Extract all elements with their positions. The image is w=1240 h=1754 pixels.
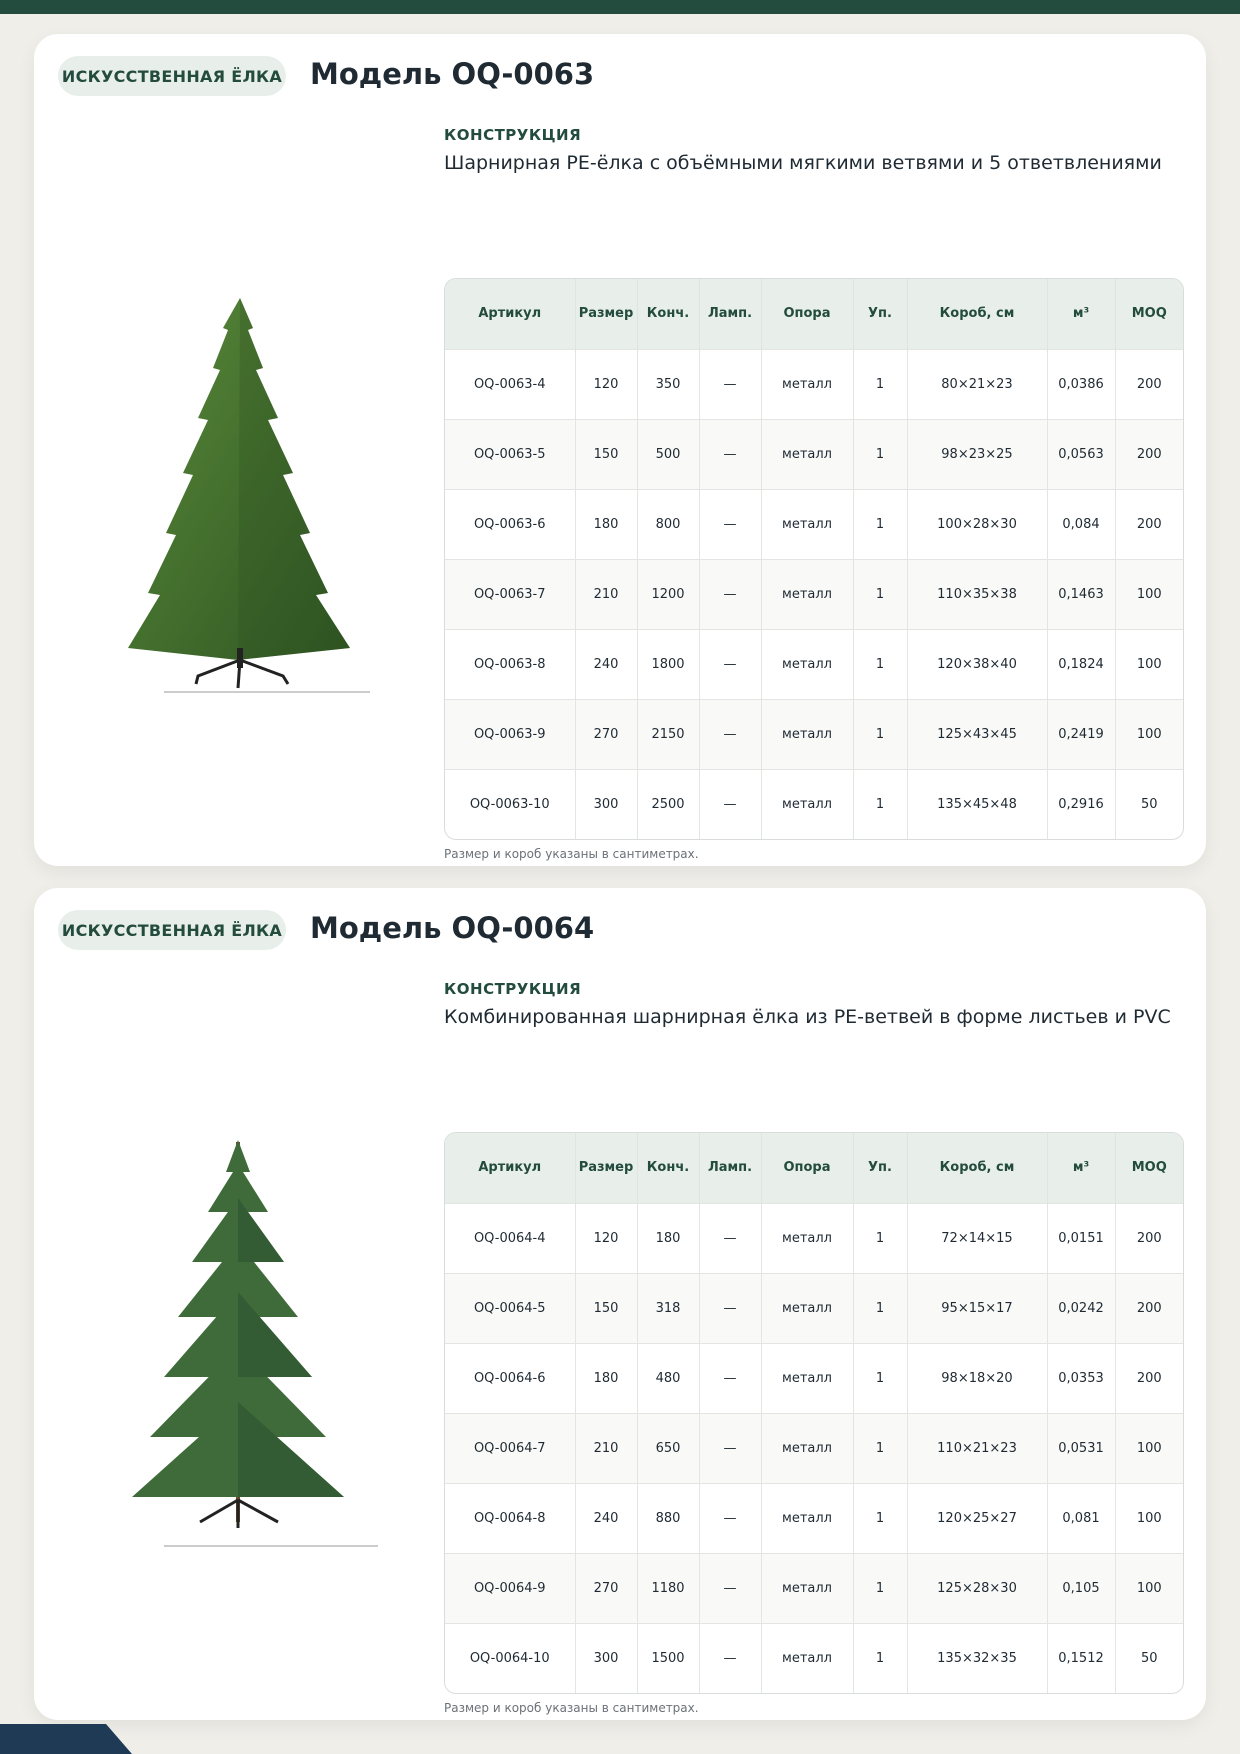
table-cell: OQ-0064-6 <box>445 1343 575 1413</box>
table-cell: 135×32×35 <box>907 1623 1047 1693</box>
column-header: Размер <box>575 1133 637 1203</box>
table-cell: 180 <box>575 1343 637 1413</box>
table-cell: 200 <box>1115 489 1183 559</box>
table-cell: 650 <box>637 1413 699 1483</box>
table-cell: металл <box>761 559 853 629</box>
table-cell: 1 <box>853 629 907 699</box>
table-cell: 210 <box>575 559 637 629</box>
table-row <box>445 629 1183 699</box>
table-cell: 1 <box>853 1413 907 1483</box>
column-header: Конч. <box>637 1133 699 1203</box>
table-cell: 270 <box>575 699 637 769</box>
table-row <box>445 489 1183 559</box>
table-cell: 500 <box>637 419 699 489</box>
column-header: Короб, см <box>907 279 1047 349</box>
table-cell: металл <box>761 1413 853 1483</box>
table-cell: 1 <box>853 1483 907 1553</box>
table-cell: — <box>699 1273 761 1343</box>
table-cell: 0,1512 <box>1047 1623 1115 1693</box>
table-cell: 100×28×30 <box>907 489 1047 559</box>
table-row <box>445 1483 1183 1553</box>
column-header: м³ <box>1047 1133 1115 1203</box>
table-cell: 1 <box>853 769 907 839</box>
table-cell: 2500 <box>637 769 699 839</box>
table-body <box>445 1203 1183 1693</box>
model-title: Модель OQ-0063 <box>310 57 595 91</box>
table-cell: OQ-0064-10 <box>445 1623 575 1693</box>
table-row <box>445 1553 1183 1623</box>
table-cell: 150 <box>575 419 637 489</box>
column-header: Размер <box>575 279 637 349</box>
table-cell: 120×38×40 <box>907 629 1047 699</box>
table-body <box>445 349 1183 839</box>
table-cell: 200 <box>1115 1343 1183 1413</box>
column-header: м³ <box>1047 279 1115 349</box>
table-cell: 150 <box>575 1273 637 1343</box>
table-cell: OQ-0063-10 <box>445 769 575 839</box>
table-cell: 1 <box>853 489 907 559</box>
table-cell: 318 <box>637 1273 699 1343</box>
table-cell: OQ-0063-5 <box>445 419 575 489</box>
column-header: Короб, см <box>907 1133 1047 1203</box>
table-cell: 0,0151 <box>1047 1203 1115 1273</box>
table-cell: 120×25×27 <box>907 1483 1047 1553</box>
table-cell: 0,081 <box>1047 1483 1115 1553</box>
table-cell: 1200 <box>637 559 699 629</box>
table-cell: — <box>699 1623 761 1693</box>
model-title: Модель OQ-0064 <box>310 911 595 945</box>
table-cell: 0,2916 <box>1047 769 1115 839</box>
column-header: Опора <box>761 1133 853 1203</box>
table-cell: 125×28×30 <box>907 1553 1047 1623</box>
table-cell: 0,084 <box>1047 489 1115 559</box>
table-cell: 135×45×48 <box>907 769 1047 839</box>
section-label: КОНСТРУКЦИЯ <box>444 126 582 144</box>
table-cell: — <box>699 489 761 559</box>
table-cell: 200 <box>1115 419 1183 489</box>
table-cell: OQ-0063-8 <box>445 629 575 699</box>
table-cell: 180 <box>575 489 637 559</box>
table-cell: 100 <box>1115 699 1183 769</box>
table-header-row <box>445 1133 1183 1203</box>
table-cell: 125×43×45 <box>907 699 1047 769</box>
column-header: Артикул <box>445 1133 575 1203</box>
category-badge: ИСКУССТВЕННАЯ ЁЛКА <box>58 910 286 950</box>
table-cell: OQ-0064-7 <box>445 1413 575 1483</box>
table-cell: 100 <box>1115 1483 1183 1553</box>
table-cell: 800 <box>637 489 699 559</box>
table-row <box>445 1413 1183 1483</box>
table-row <box>445 1273 1183 1343</box>
table-cell: 1500 <box>637 1623 699 1693</box>
table-cell: 120 <box>575 1203 637 1273</box>
table-cell: 210 <box>575 1413 637 1483</box>
column-header: MOQ <box>1131 1160 1167 1176</box>
table-cell: — <box>699 1483 761 1553</box>
table-cell: — <box>699 629 761 699</box>
table-cell: OQ-0063-7 <box>445 559 575 629</box>
table-cell: 1 <box>853 349 907 419</box>
table-row <box>445 769 1183 839</box>
construction-description: Шарнирная PE-ёлка с объёмными мягкими ветвями и 5 ответвлениями <box>444 152 1162 174</box>
table-cell: OQ-0064-8 <box>445 1483 575 1553</box>
table-cell: 100 <box>1115 559 1183 629</box>
product-card <box>34 34 1206 866</box>
table-cell: 240 <box>575 629 637 699</box>
category-badge: ИСКУССТВЕННАЯ ЁЛКА <box>58 56 286 96</box>
table-cell: 50 <box>1115 769 1183 839</box>
construction-description: Комбинированная шарнирная ёлка из PE-ветвей в форме листьев и PVC <box>444 1006 1171 1028</box>
table-cell: 350 <box>637 349 699 419</box>
table-row <box>445 1203 1183 1273</box>
table-cell: 1180 <box>637 1553 699 1623</box>
table-cell: 0,0531 <box>1047 1413 1115 1483</box>
table-cell: металл <box>761 1273 853 1343</box>
table-cell: — <box>699 559 761 629</box>
table-cell: — <box>699 1553 761 1623</box>
table-row <box>445 1623 1183 1693</box>
table-cell: металл <box>761 1553 853 1623</box>
table-cell: 1 <box>853 699 907 769</box>
table-cell: 0,2419 <box>1047 699 1115 769</box>
table-row <box>445 1343 1183 1413</box>
table-cell: 300 <box>575 769 637 839</box>
table-cell: OQ-0063-9 <box>445 699 575 769</box>
table-cell: 50 <box>1115 1623 1183 1693</box>
table-cell: 1 <box>853 1273 907 1343</box>
table-cell: металл <box>761 629 853 699</box>
table-cell: 180 <box>637 1203 699 1273</box>
table-cell: — <box>699 419 761 489</box>
table-cell: 200 <box>1115 1203 1183 1273</box>
column-header: Ламп. <box>699 279 761 349</box>
table-cell: металл <box>761 769 853 839</box>
table-cell: 100 <box>1115 629 1183 699</box>
table-row <box>445 349 1183 419</box>
table-cell: металл <box>761 419 853 489</box>
table-cell: — <box>699 1413 761 1483</box>
table-cell: 0,0353 <box>1047 1343 1115 1413</box>
column-header: Уп. <box>853 1133 907 1203</box>
table-cell: OQ-0063-4 <box>445 349 575 419</box>
table-header-row <box>445 279 1183 349</box>
table-row <box>445 419 1183 489</box>
table-cell: 1 <box>853 1203 907 1273</box>
column-header: Артикул <box>445 279 575 349</box>
top-accent-bar <box>0 0 1240 14</box>
christmas-tree-icon <box>88 248 398 728</box>
specs-table <box>444 1132 1184 1694</box>
table-footnote: Размер и короб указаны в сантиметрах. <box>444 1701 699 1715</box>
table-cell: 110×21×23 <box>907 1413 1047 1483</box>
table-cell: — <box>699 769 761 839</box>
table-cell: 0,1824 <box>1047 629 1115 699</box>
table-cell: металл <box>761 1203 853 1273</box>
column-header: MOQ <box>1131 306 1167 322</box>
table-cell: 480 <box>637 1343 699 1413</box>
section-label: КОНСТРУКЦИЯ <box>444 980 582 998</box>
table-cell: OQ-0063-6 <box>445 489 575 559</box>
table-cell: 1 <box>853 559 907 629</box>
table-cell: 100 <box>1115 1413 1183 1483</box>
column-header: Уп. <box>853 279 907 349</box>
table-cell: металл <box>761 1623 853 1693</box>
table-cell: 240 <box>575 1483 637 1553</box>
column-header: Опора <box>761 279 853 349</box>
table-cell: 0,0242 <box>1047 1273 1115 1343</box>
table-cell: 1 <box>853 1623 907 1693</box>
table-cell: 80×21×23 <box>907 349 1047 419</box>
table-cell: — <box>699 1343 761 1413</box>
table-row <box>445 559 1183 629</box>
column-header: Ламп. <box>699 1133 761 1203</box>
table-cell: 120 <box>575 349 637 419</box>
table-cell: 200 <box>1115 1273 1183 1343</box>
table-cell: металл <box>761 699 853 769</box>
table-cell: 72×14×15 <box>907 1203 1047 1273</box>
table-cell: 200 <box>1115 349 1183 419</box>
corner-accent <box>0 1724 132 1754</box>
christmas-tree-icon <box>88 1102 398 1582</box>
table-cell: OQ-0064-5 <box>445 1273 575 1343</box>
table-cell: 1 <box>853 419 907 489</box>
table-footnote: Размер и короб указаны в сантиметрах. <box>444 847 699 861</box>
table-cell: металл <box>761 1343 853 1413</box>
table-cell: 0,0563 <box>1047 419 1115 489</box>
table-cell: 98×18×20 <box>907 1343 1047 1413</box>
table-cell: OQ-0064-4 <box>445 1203 575 1273</box>
table-row <box>445 699 1183 769</box>
table-cell: 2150 <box>637 699 699 769</box>
table-cell: 270 <box>575 1553 637 1623</box>
specs-table <box>444 278 1184 840</box>
table-cell: 1 <box>853 1343 907 1413</box>
table-cell: металл <box>761 1483 853 1553</box>
table-cell: — <box>699 349 761 419</box>
table-cell: 95×15×17 <box>907 1273 1047 1343</box>
column-header: Конч. <box>637 279 699 349</box>
table-cell: 0,105 <box>1047 1553 1115 1623</box>
table-cell: 300 <box>575 1623 637 1693</box>
table-cell: 0,0386 <box>1047 349 1115 419</box>
table-cell: 1 <box>853 1553 907 1623</box>
table-cell: 98×23×25 <box>907 419 1047 489</box>
table-cell: металл <box>761 489 853 559</box>
table-cell: металл <box>761 349 853 419</box>
table-cell: OQ-0064-9 <box>445 1553 575 1623</box>
table-cell: 100 <box>1115 1553 1183 1623</box>
table-cell: — <box>699 699 761 769</box>
table-cell: — <box>699 1203 761 1273</box>
table-cell: 0,1463 <box>1047 559 1115 629</box>
table-cell: 880 <box>637 1483 699 1553</box>
table-cell: 110×35×38 <box>907 559 1047 629</box>
product-card <box>34 888 1206 1720</box>
table-cell: 1800 <box>637 629 699 699</box>
